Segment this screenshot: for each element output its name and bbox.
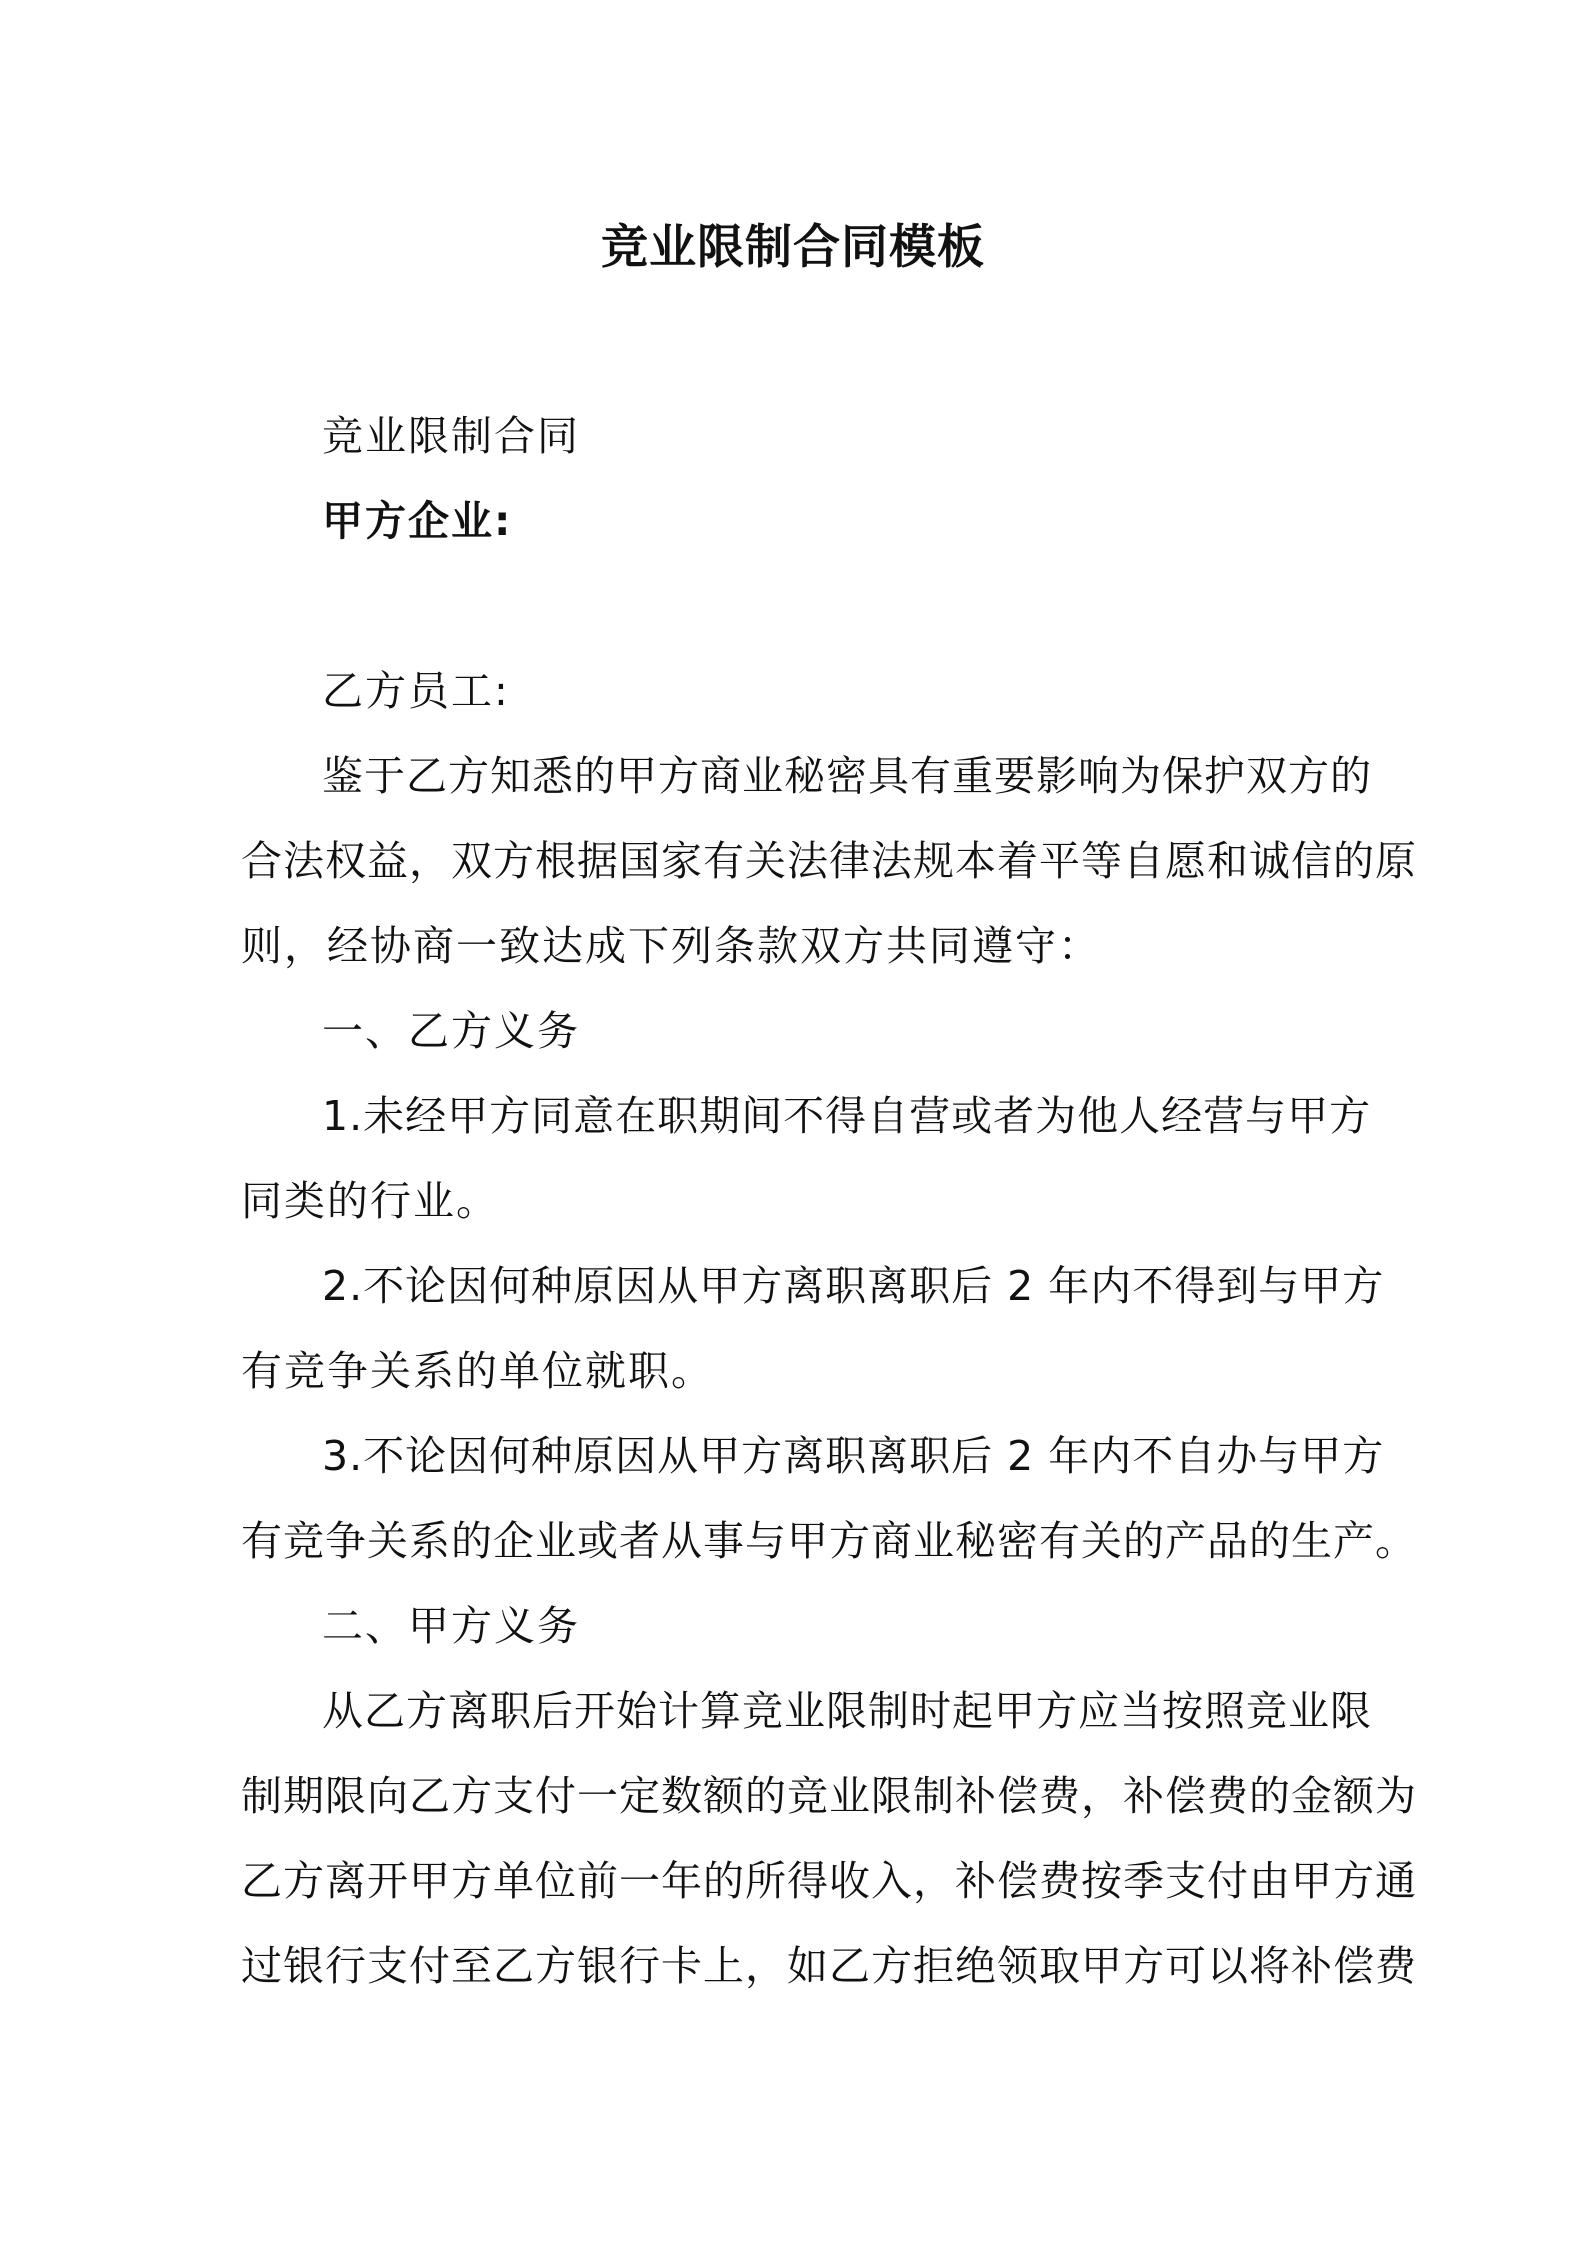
preamble-line: 则，经协商一致达成下列条款双方共同遵守： <box>241 922 1101 970</box>
clause-line: 同类的行业。 <box>241 1177 499 1225</box>
section-title-party-b-obligations: 一、乙方义务 <box>322 1007 580 1055</box>
section-body-line: 从乙方离职后开始计算竞业限制时起甲方应当按照竞业限 <box>322 1687 1372 1735</box>
party-b-label: 乙方员工: <box>322 667 510 715</box>
preamble-line: 合法权益，双方根据国家有关法律法规本着平等自愿和诚信的原 <box>241 837 1417 885</box>
party-a-label: 甲方企业: <box>322 497 513 545</box>
clause-line: 1.未经甲方同意在职期间不得自营或者为他人经营与甲方 <box>322 1092 1372 1140</box>
section-body-line: 乙方离开甲方单位前一年的所得收入，补偿费按季支付由甲方通 <box>241 1857 1417 1905</box>
document-title: 竞业限制合同模板 <box>601 220 985 275</box>
clause-line: 3.不论因何种原因从甲方离职离职后 2 年内不自办与甲方 <box>322 1432 1385 1480</box>
section-body-line: 过银行支付至乙方银行卡上，如乙方拒绝领取甲方可以将补偿费 <box>241 1942 1417 1990</box>
section-title-party-a-obligations: 二、甲方义务 <box>322 1602 580 1650</box>
clause-line: 有竞争关系的企业或者从事与甲方商业秘密有关的产品的生产。 <box>241 1517 1417 1565</box>
clause-line: 2.不论因何种原因从甲方离职离职后 2 年内不得到与甲方 <box>322 1262 1385 1310</box>
section-body-line: 制期限向乙方支付一定数额的竞业限制补偿费，补偿费的金额为 <box>241 1772 1417 1820</box>
contract-heading: 竞业限制合同 <box>322 412 580 460</box>
clause-line: 有竞争关系的单位就职。 <box>241 1347 714 1395</box>
preamble-line: 鉴于乙方知悉的甲方商业秘密具有重要影响为保护双方的 <box>322 752 1372 800</box>
